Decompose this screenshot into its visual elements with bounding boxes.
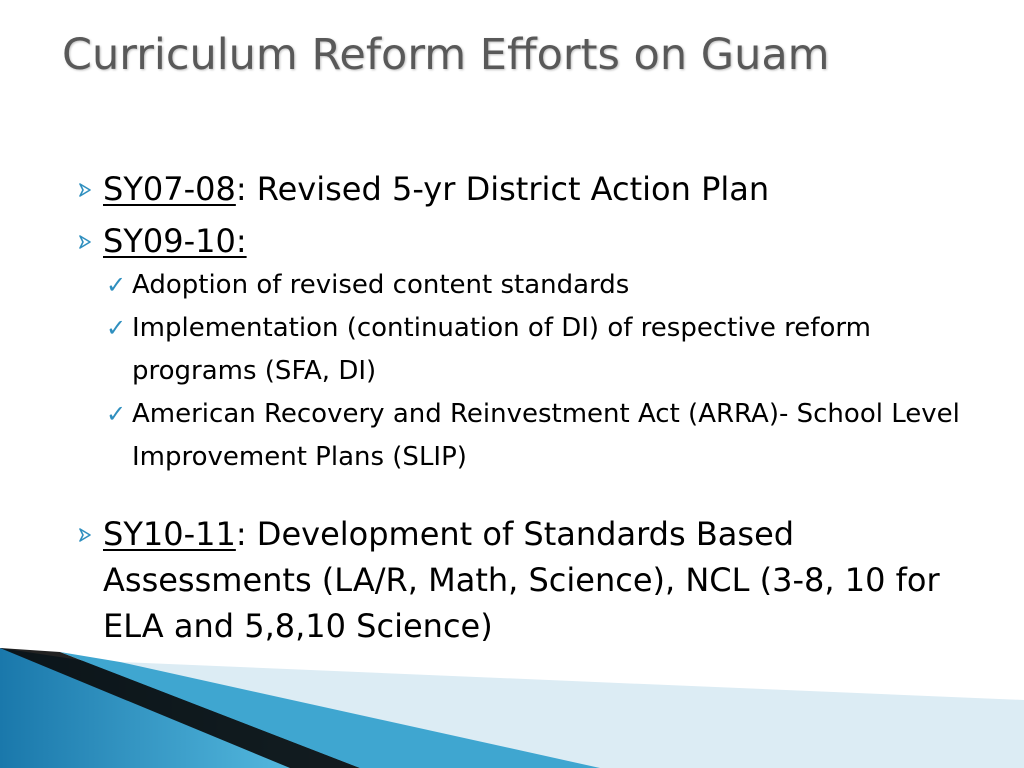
checkmark-icon: ✓ bbox=[106, 271, 127, 299]
bullet-item-sy09-10 bbox=[72, 218, 972, 264]
bullet-item-sy07-08 bbox=[72, 166, 972, 212]
bullet-label: SY07-08 bbox=[103, 170, 236, 208]
bullet-text: : Revised 5-yr District Action Plan bbox=[235, 170, 770, 208]
bullet-item-sy10-11 bbox=[72, 511, 972, 649]
bullet-label: SY10-11 bbox=[103, 515, 236, 553]
slide-title: Curriculum Reform Efforts on Guam bbox=[62, 30, 830, 80]
subitem-arra bbox=[72, 393, 972, 479]
subitem-text: Adoption of revised content standards bbox=[132, 270, 630, 300]
bullet-label: SY09-10: bbox=[103, 222, 247, 260]
subitem-implementation bbox=[72, 307, 972, 393]
checkmark-icon: ✓ bbox=[106, 314, 127, 342]
subitem-text: American Recovery and Reinvestment Act (ARRA)- School Level Improvement Plans (SLIP) bbox=[132, 399, 960, 472]
subitem-adoption bbox=[72, 264, 972, 307]
checkmark-icon: ✓ bbox=[106, 400, 127, 428]
subitem-text: Implementation (continuation of DI) of respective reform programs (SFA, DI) bbox=[132, 313, 871, 386]
bullet-text: : Development of Standards Based Assessments (LA/R, Math, Science), NCL (3-8, 10 for ELA and 5,8,10 Science) bbox=[103, 515, 940, 645]
bullet-list bbox=[72, 166, 972, 649]
